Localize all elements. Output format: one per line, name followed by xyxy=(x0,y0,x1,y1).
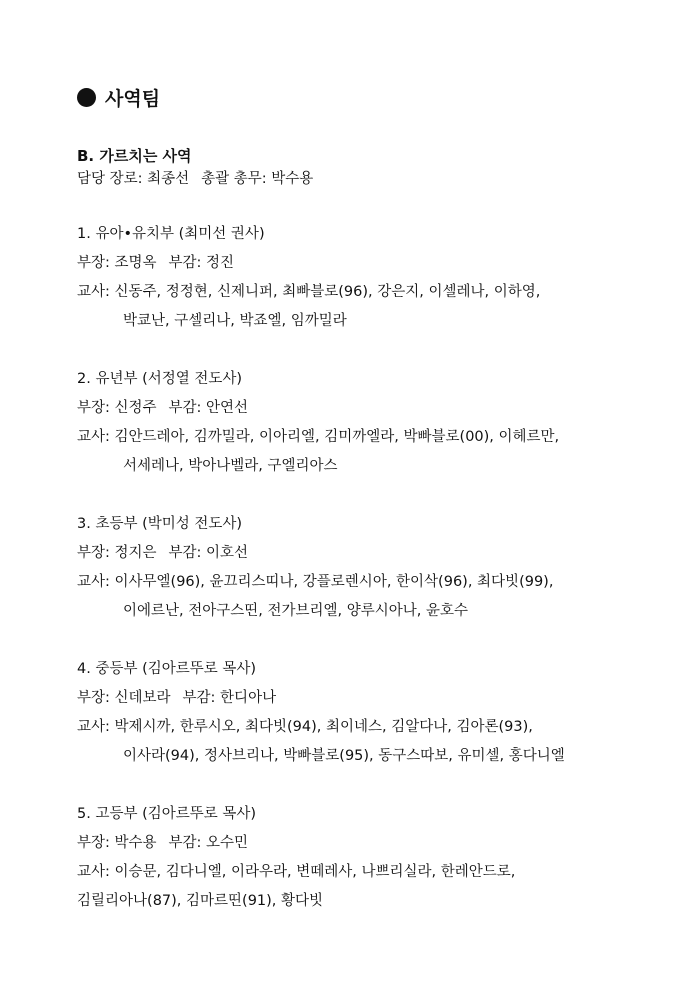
department-head: 부장: 조명옥 xyxy=(77,255,157,271)
teachers-line-2: 이에르난, 전아구스띤, 전가브리엘, 양루시아나, 윤호수 xyxy=(123,603,469,619)
staff-line xyxy=(77,168,647,191)
department-block xyxy=(77,800,647,916)
general-secretary: 총괄 총무: 박수용 xyxy=(201,171,314,187)
teachers-line-2: 서세레나, 박아나벨라, 구엘리아스 xyxy=(123,458,338,474)
department-title: 2. 유년부 (서정열 전도사) xyxy=(77,371,243,387)
department-leaders xyxy=(77,684,647,713)
teaching-ministry-section xyxy=(77,145,647,191)
teachers-line-2: 김릴리아나(87), 김마르띤(91), 황다빗 xyxy=(77,893,324,909)
department-title: 4. 중등부 (김아르뚜로 목사) xyxy=(77,661,257,677)
teachers-line-1: 교사: 김안드레아, 김까밀라, 이아리엘, 김미까엘라, 박빠블로(00), 이헤르만, xyxy=(77,429,560,445)
department-deputy: 부감: 오수민 xyxy=(168,835,249,851)
department-block xyxy=(77,220,647,336)
department-head: 부장: 박수용 xyxy=(77,835,157,851)
department-deputy: 부감: 안연선 xyxy=(168,400,249,416)
department-deputy: 부감: 이호선 xyxy=(168,545,249,561)
teachers-line-2: 이사라(94), 정사브리나, 박빠블로(95), 동구스따보, 유미셀, 홍다니엘 xyxy=(123,748,565,764)
department-block xyxy=(77,365,647,481)
document-page xyxy=(77,84,647,916)
department-title: 5. 고등부 (김아르뚜로 목사) xyxy=(77,806,257,822)
department-head: 부장: 신데보라 xyxy=(77,690,171,706)
teachers-line-1: 교사: 이사무엘(96), 윤끄리스띠나, 강플로렌시아, 한이삭(96), 최다빗(99), xyxy=(77,574,554,590)
department-block xyxy=(77,510,647,626)
teachers-line-2: 박쿄난, 구셀리나, 박죠엘, 임까밀라 xyxy=(123,313,347,329)
heading-text: 사역팀 xyxy=(105,87,161,110)
department-head: 부장: 정지은 xyxy=(77,545,157,561)
teachers-line-1: 교사: 이승문, 김다니엘, 이라우라, 변떼레사, 나쁘리실라, 한레안드로, xyxy=(77,864,516,880)
filled-circle-bullet-icon xyxy=(77,88,96,107)
department-leaders xyxy=(77,829,647,858)
elder-in-charge: 담당 장로: 최종선 xyxy=(77,171,190,187)
department-leaders xyxy=(77,539,647,568)
subsection-title: B. 가르치는 사역 xyxy=(77,147,192,165)
department-deputy: 부감: 정진 xyxy=(168,255,235,271)
department-leaders xyxy=(77,249,647,278)
department-block xyxy=(77,655,647,771)
department-title: 1. 유아•유치부 (최미선 권사) xyxy=(77,226,265,242)
department-deputy: 부감: 한디아나 xyxy=(182,690,277,706)
teachers-line-1: 교사: 신동주, 정정현, 신제니퍼, 최빠블로(96), 강은지, 이셀레나, 이하영, xyxy=(77,284,541,300)
section-heading xyxy=(77,84,647,110)
department-leaders xyxy=(77,394,647,423)
department-title: 3. 초등부 (박미성 전도사) xyxy=(77,516,243,532)
teachers-line-1: 교사: 박제시까, 한루시오, 최다빗(94), 최이네스, 김알다나, 김아론(93), xyxy=(77,719,533,735)
department-head: 부장: 신정주 xyxy=(77,400,157,416)
